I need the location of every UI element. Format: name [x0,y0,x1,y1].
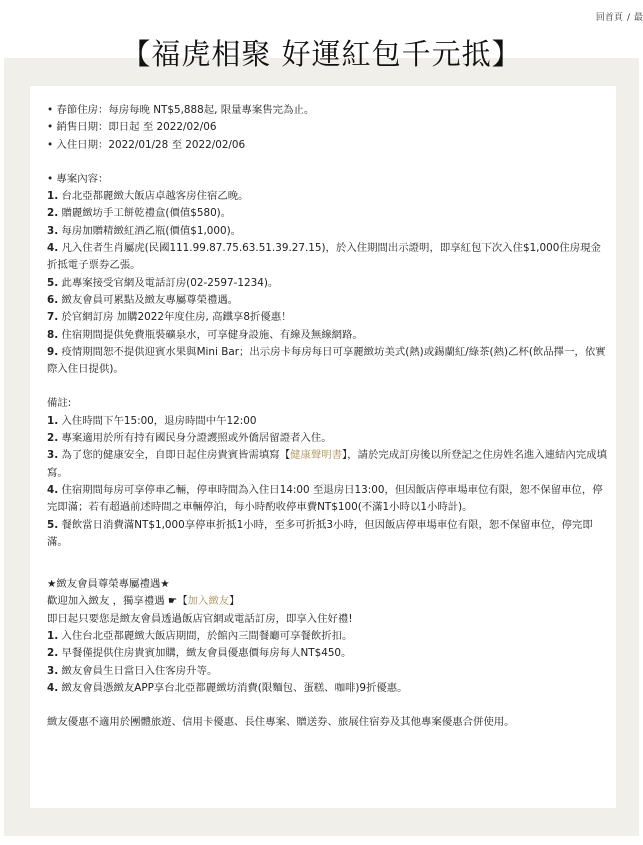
member-intro: 即日起只要您是緻友會員透過飯店官網或電話訂房，即享入住好禮! [47,612,353,625]
health-declaration-link[interactable]: 健康聲明書 [290,449,343,462]
list-item: 3. 為了您的健康安全，自即日起住房貴賓皆需填寫【健康聲明書】，請於完成訂房後以所登記之住房姓名進入連結內完成填寫。 [47,449,608,479]
page-title: 【福虎相聚 好運紅包千元抵】 [121,37,522,71]
list-item: 1. 入住台北亞都麗緻大飯店期間，於館內三間餐廳可享餐飲折扣。 [47,630,353,643]
breadcrumb-current: 最 [633,13,643,23]
list-item: 2. 專案適用於所有持有國民身分證護照或外僑居留證者入住。 [47,432,332,445]
summary-price: • 春節住房：每房每晚 NT$5,888起, 限量專案售完為止。 [47,104,315,116]
list-item: 2. 早餐僅提供住房貴賓加購，緻友會員優惠價每房每人NT$450。 [47,647,352,660]
list-item: 1. 台北亞都麗緻大飯店卓越客房住宿乙晚。 [47,190,249,203]
summary-stay-date: • 入住日期：2022/01/28 至 2022/02/06 [47,138,246,151]
list-item: 7. 於官網訂房 加購2022年度住房, 高鐵享8折優惠！ [47,311,292,324]
list-item: 4. 緻友會員憑緻友APP享台北亞都麗緻坊消費(限麵包、蛋糕、咖啡)9折優惠。 [47,681,408,694]
breadcrumb-home-link[interactable]: 回首頁 [595,13,623,23]
list-item: 3. 每房加贈精緻紅酒乙瓶(價值$1,000)。 [47,224,242,237]
join-member-link[interactable]: 加入緻友 [187,595,230,608]
list-item: 1. 入住時間下午15:00，退房時間中午12:00 [47,414,257,427]
member-welcome: 歡迎加入緻友 ，獨享禮遇 ☛【加入緻友】 [47,595,240,608]
list-item: 9. 疫情期間恕不提供迎賓水果與Mini Bar；出示房卡每房每日可享麗緻坊美式(熱)或錫蘭紅/綠茶(熱)乙杯(飲品擇一，依實際入住日提供)。 [47,345,606,376]
list-item: 3. 緻友會員生日當日入住客房升等。 [47,664,218,677]
breadcrumb [596,10,643,23]
package-content [47,102,607,732]
member-heading: ★緻友會員尊榮專屬禮遇★ [47,578,170,591]
package-card [30,86,616,808]
breadcrumb-separator: / [626,13,630,23]
list-item: 4. 凡入住者生肖屬虎(民國111.99.87.75.63.51.39.27.15)，於入住期間出示證明，即享紅包下次入住$1,000住房現金折抵電子票券乙張。 [47,242,601,272]
summary-sale-date: • 銷售日期：即日起 至 2022/02/06 [47,121,217,134]
list-item: 2. 贈麗緻坊手工餅乾禮盒(價值$580)。 [47,207,232,220]
list-item: 5. 餐飲當日消費滿NT$1,000享停車折抵1小時，至多可折抵3小時，但因飯店停車場車位有限，恕不保留車位，停完即滿。 [47,518,593,548]
notes-heading: 備註: [47,397,72,410]
list-item: 5. 此專案接受官網及電話訂房(02-2597-1234)。 [47,276,279,289]
list-item: 6. 緻友會員可累點及緻友專屬尊榮禮遇。 [47,293,239,306]
list-item: 4. 住宿期間每房可享停車乙輛，停車時間為入住日14:00 至退房日13:00，但因飯店停車場車位有限，恕不保留車位，停完即滿；若有超過前述時間之車輛停泊，每小時酌收停車費NT$100(不滿1小時以1小時計)。 [47,483,603,514]
footer-note: 緻友優惠不適用於團體旅遊、信用卡優惠、長住專案、贈送券、旅展住宿券及其他專案優惠合併使用。 [47,716,515,729]
package-heading: • 專案內容： [47,172,109,185]
list-item: 8. 住宿期間提供免費瓶裝礦泉水，可享健身設施、有線及無線網路。 [47,328,363,341]
